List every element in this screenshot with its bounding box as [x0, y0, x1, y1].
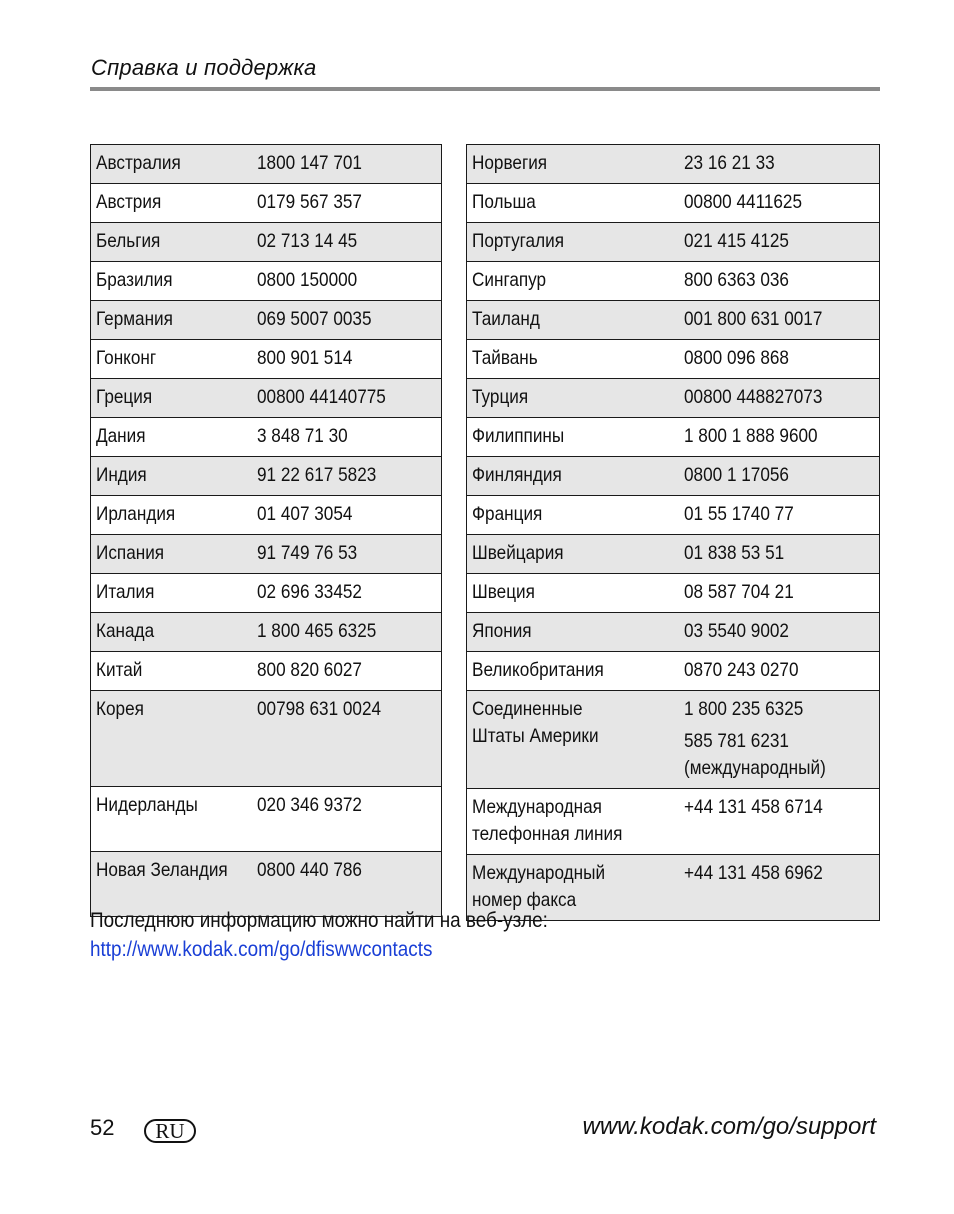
phone-cell — [679, 184, 880, 223]
country-name: Германия — [96, 308, 173, 330]
table-row — [91, 787, 442, 852]
phone-number: 0800 1 17056 — [683, 464, 789, 486]
phone-number: 02 696 33452 — [256, 581, 362, 603]
country-name: Дания — [96, 425, 146, 447]
table-row — [91, 418, 442, 457]
country-cell — [91, 457, 252, 496]
country-name: Международная телефонная линия — [472, 796, 623, 845]
table-row — [467, 145, 880, 184]
country-cell — [91, 496, 252, 535]
table-row — [467, 379, 880, 418]
phone-number: 01 838 53 51 — [683, 542, 784, 564]
table-row — [91, 184, 442, 223]
phone-cell — [252, 262, 442, 301]
header-divider — [90, 87, 880, 91]
table-row — [91, 145, 442, 184]
phone-number: 91 749 76 53 — [256, 542, 357, 564]
country-cell — [467, 789, 679, 855]
country-name: Китай — [96, 659, 143, 681]
country-cell — [467, 652, 679, 691]
phone-cell — [679, 418, 880, 457]
country-name: Франция — [472, 503, 543, 525]
country-cell — [467, 574, 679, 613]
page-number: 52 — [90, 1115, 115, 1140]
phone-number: 001 800 631 0017 — [683, 308, 822, 330]
phone-number: 00800 448827073 — [683, 386, 822, 408]
phone-cell — [679, 535, 880, 574]
phone-number: 1 800 465 6325 — [256, 620, 376, 642]
phone-cell — [252, 184, 442, 223]
phone-cell — [252, 613, 442, 652]
phone-cell — [252, 145, 442, 184]
phone-cell — [679, 496, 880, 535]
country-name: Соединенные Штаты Америки — [472, 698, 599, 747]
language-badge: RU — [144, 1119, 196, 1143]
table-row — [467, 301, 880, 340]
table-row — [91, 262, 442, 301]
phone-number: 0800 150000 — [256, 269, 357, 291]
phone-cell — [252, 340, 442, 379]
country-name: Индия — [96, 464, 147, 486]
contacts-link[interactable]: http://www.kodak.com/go/dfiswwcontacts — [90, 938, 433, 961]
contacts-table-left — [90, 144, 442, 917]
table-row — [467, 691, 880, 789]
country-name: Испания — [96, 542, 165, 564]
phone-number: 020 346 9372 — [256, 794, 362, 816]
phone-number: 0179 567 357 — [256, 191, 362, 213]
phone-number: 00800 44140775 — [256, 386, 386, 408]
country-cell — [467, 262, 679, 301]
country-cell — [91, 262, 252, 301]
country-name: Польша — [472, 191, 536, 213]
country-name: Нидерланды — [96, 794, 198, 816]
country-name: Гонконг — [96, 347, 157, 369]
country-name: Япония — [472, 620, 532, 642]
country-cell — [467, 457, 679, 496]
country-cell — [91, 379, 252, 418]
country-cell — [467, 340, 679, 379]
phone-cell — [679, 262, 880, 301]
phone-number: 1 800 235 6325 — [683, 698, 803, 720]
country-cell — [467, 379, 679, 418]
phone-cell — [679, 691, 880, 789]
country-cell — [91, 691, 252, 787]
country-cell — [91, 652, 252, 691]
phone-number: 91 22 617 5823 — [256, 464, 376, 486]
phone-cell — [679, 301, 880, 340]
phone-number: 0800 096 868 — [683, 347, 789, 369]
phone-cell — [252, 574, 442, 613]
phone-number-international: 585 781 6231 (международный) — [683, 730, 826, 779]
country-name: Австралия — [96, 152, 181, 174]
country-name: Филиппины — [472, 425, 565, 447]
country-cell — [467, 613, 679, 652]
table-row — [91, 301, 442, 340]
phone-cell — [679, 855, 880, 921]
page-header-title: Справка и поддержка — [91, 55, 317, 80]
country-cell — [467, 301, 679, 340]
country-cell — [467, 535, 679, 574]
phone-cell — [252, 223, 442, 262]
country-name: Канада — [96, 620, 155, 642]
phone-cell — [252, 457, 442, 496]
country-name: Корея — [96, 698, 144, 720]
table-row — [467, 496, 880, 535]
table-row — [467, 184, 880, 223]
phone-cell — [679, 223, 880, 262]
table-row — [467, 613, 880, 652]
country-name: Греция — [96, 386, 153, 408]
phone-number: 23 16 21 33 — [683, 152, 775, 174]
phone-cell — [679, 379, 880, 418]
country-name: Ирландия — [96, 503, 176, 525]
phone-number: 1 800 1 888 9600 — [683, 425, 818, 447]
phone-number: 01 407 3054 — [256, 503, 352, 525]
phone-number: +44 131 458 6714 — [683, 796, 823, 818]
table-row — [467, 457, 880, 496]
phone-number: 3 848 71 30 — [256, 425, 348, 447]
phone-number: 0800 440 786 — [256, 859, 362, 881]
country-name: Международный номер факса — [472, 862, 606, 911]
country-name: Тайвань — [472, 347, 538, 369]
country-name: Турция — [472, 386, 529, 408]
country-cell — [91, 223, 252, 262]
phone-cell — [679, 340, 880, 379]
phone-cell — [252, 301, 442, 340]
table-row — [91, 613, 442, 652]
country-cell — [91, 301, 252, 340]
phone-number: 1800 147 701 — [256, 152, 362, 174]
phone-number: 01 55 1740 77 — [683, 503, 794, 525]
country-name: Великобритания — [472, 659, 604, 681]
phone-cell — [679, 613, 880, 652]
country-name: Бразилия — [96, 269, 173, 291]
country-cell — [467, 418, 679, 457]
table-row — [91, 535, 442, 574]
phone-cell — [252, 418, 442, 457]
phone-number: 069 5007 0035 — [256, 308, 372, 330]
country-cell — [91, 145, 252, 184]
phone-number: 0870 243 0270 — [683, 659, 799, 681]
phone-number: 00798 631 0024 — [256, 698, 381, 720]
country-cell — [467, 691, 679, 789]
country-cell — [467, 145, 679, 184]
phone-cell — [679, 652, 880, 691]
country-cell — [467, 184, 679, 223]
country-cell — [91, 574, 252, 613]
table-row — [467, 223, 880, 262]
phone-number: 800 820 6027 — [256, 659, 362, 681]
phone-number: 00800 4411625 — [683, 191, 802, 213]
table-row — [467, 340, 880, 379]
phone-number: 021 415 4125 — [683, 230, 789, 252]
table-row — [91, 223, 442, 262]
table-row — [91, 574, 442, 613]
support-url[interactable]: www.kodak.com/go/support — [582, 1113, 876, 1140]
table-row — [91, 691, 442, 787]
phone-cell — [252, 691, 442, 787]
country-name: Португалия — [472, 230, 565, 252]
phone-number: 800 6363 036 — [683, 269, 789, 291]
country-cell — [467, 223, 679, 262]
footer-note — [90, 906, 548, 964]
phone-cell — [252, 787, 442, 852]
country-name: Норвегия — [472, 152, 548, 174]
country-name: Австрия — [96, 191, 162, 213]
table-row — [467, 418, 880, 457]
phone-cell — [679, 574, 880, 613]
country-cell — [91, 184, 252, 223]
table-row — [467, 652, 880, 691]
table-row — [91, 652, 442, 691]
country-cell — [91, 535, 252, 574]
table-row — [91, 457, 442, 496]
phone-cell — [252, 379, 442, 418]
phone-cell — [252, 535, 442, 574]
phone-number: 02 713 14 45 — [256, 230, 357, 252]
contacts-table-right — [466, 144, 880, 921]
country-name: Таиланд — [472, 308, 540, 330]
country-name: Швеция — [472, 581, 535, 603]
country-name: Швейцария — [472, 542, 564, 564]
country-name: Италия — [96, 581, 155, 603]
country-name: Сингапур — [472, 269, 547, 291]
phone-number: 08 587 704 21 — [683, 581, 794, 603]
country-name: Новая Зеландия — [96, 859, 228, 881]
phone-number: 800 901 514 — [256, 347, 352, 369]
footer-note-text: Последнюю информацию можно найти на веб-узле: — [90, 909, 548, 932]
phone-cell — [679, 145, 880, 184]
phone-number: +44 131 458 6962 — [683, 862, 823, 884]
country-name: Финляндия — [472, 464, 562, 486]
table-row — [91, 496, 442, 535]
country-cell — [91, 787, 252, 852]
phone-cell — [252, 652, 442, 691]
table-row — [91, 340, 442, 379]
table-row — [467, 262, 880, 301]
table-row — [467, 535, 880, 574]
phone-number: 03 5540 9002 — [683, 620, 789, 642]
phone-cell — [679, 789, 880, 855]
table-row — [91, 379, 442, 418]
country-cell — [467, 496, 679, 535]
phone-cell — [252, 496, 442, 535]
country-cell — [91, 613, 252, 652]
country-cell — [91, 418, 252, 457]
phone-cell — [679, 457, 880, 496]
country-cell — [91, 340, 252, 379]
table-row — [467, 789, 880, 855]
table-row — [467, 574, 880, 613]
country-name: Бельгия — [96, 230, 161, 252]
